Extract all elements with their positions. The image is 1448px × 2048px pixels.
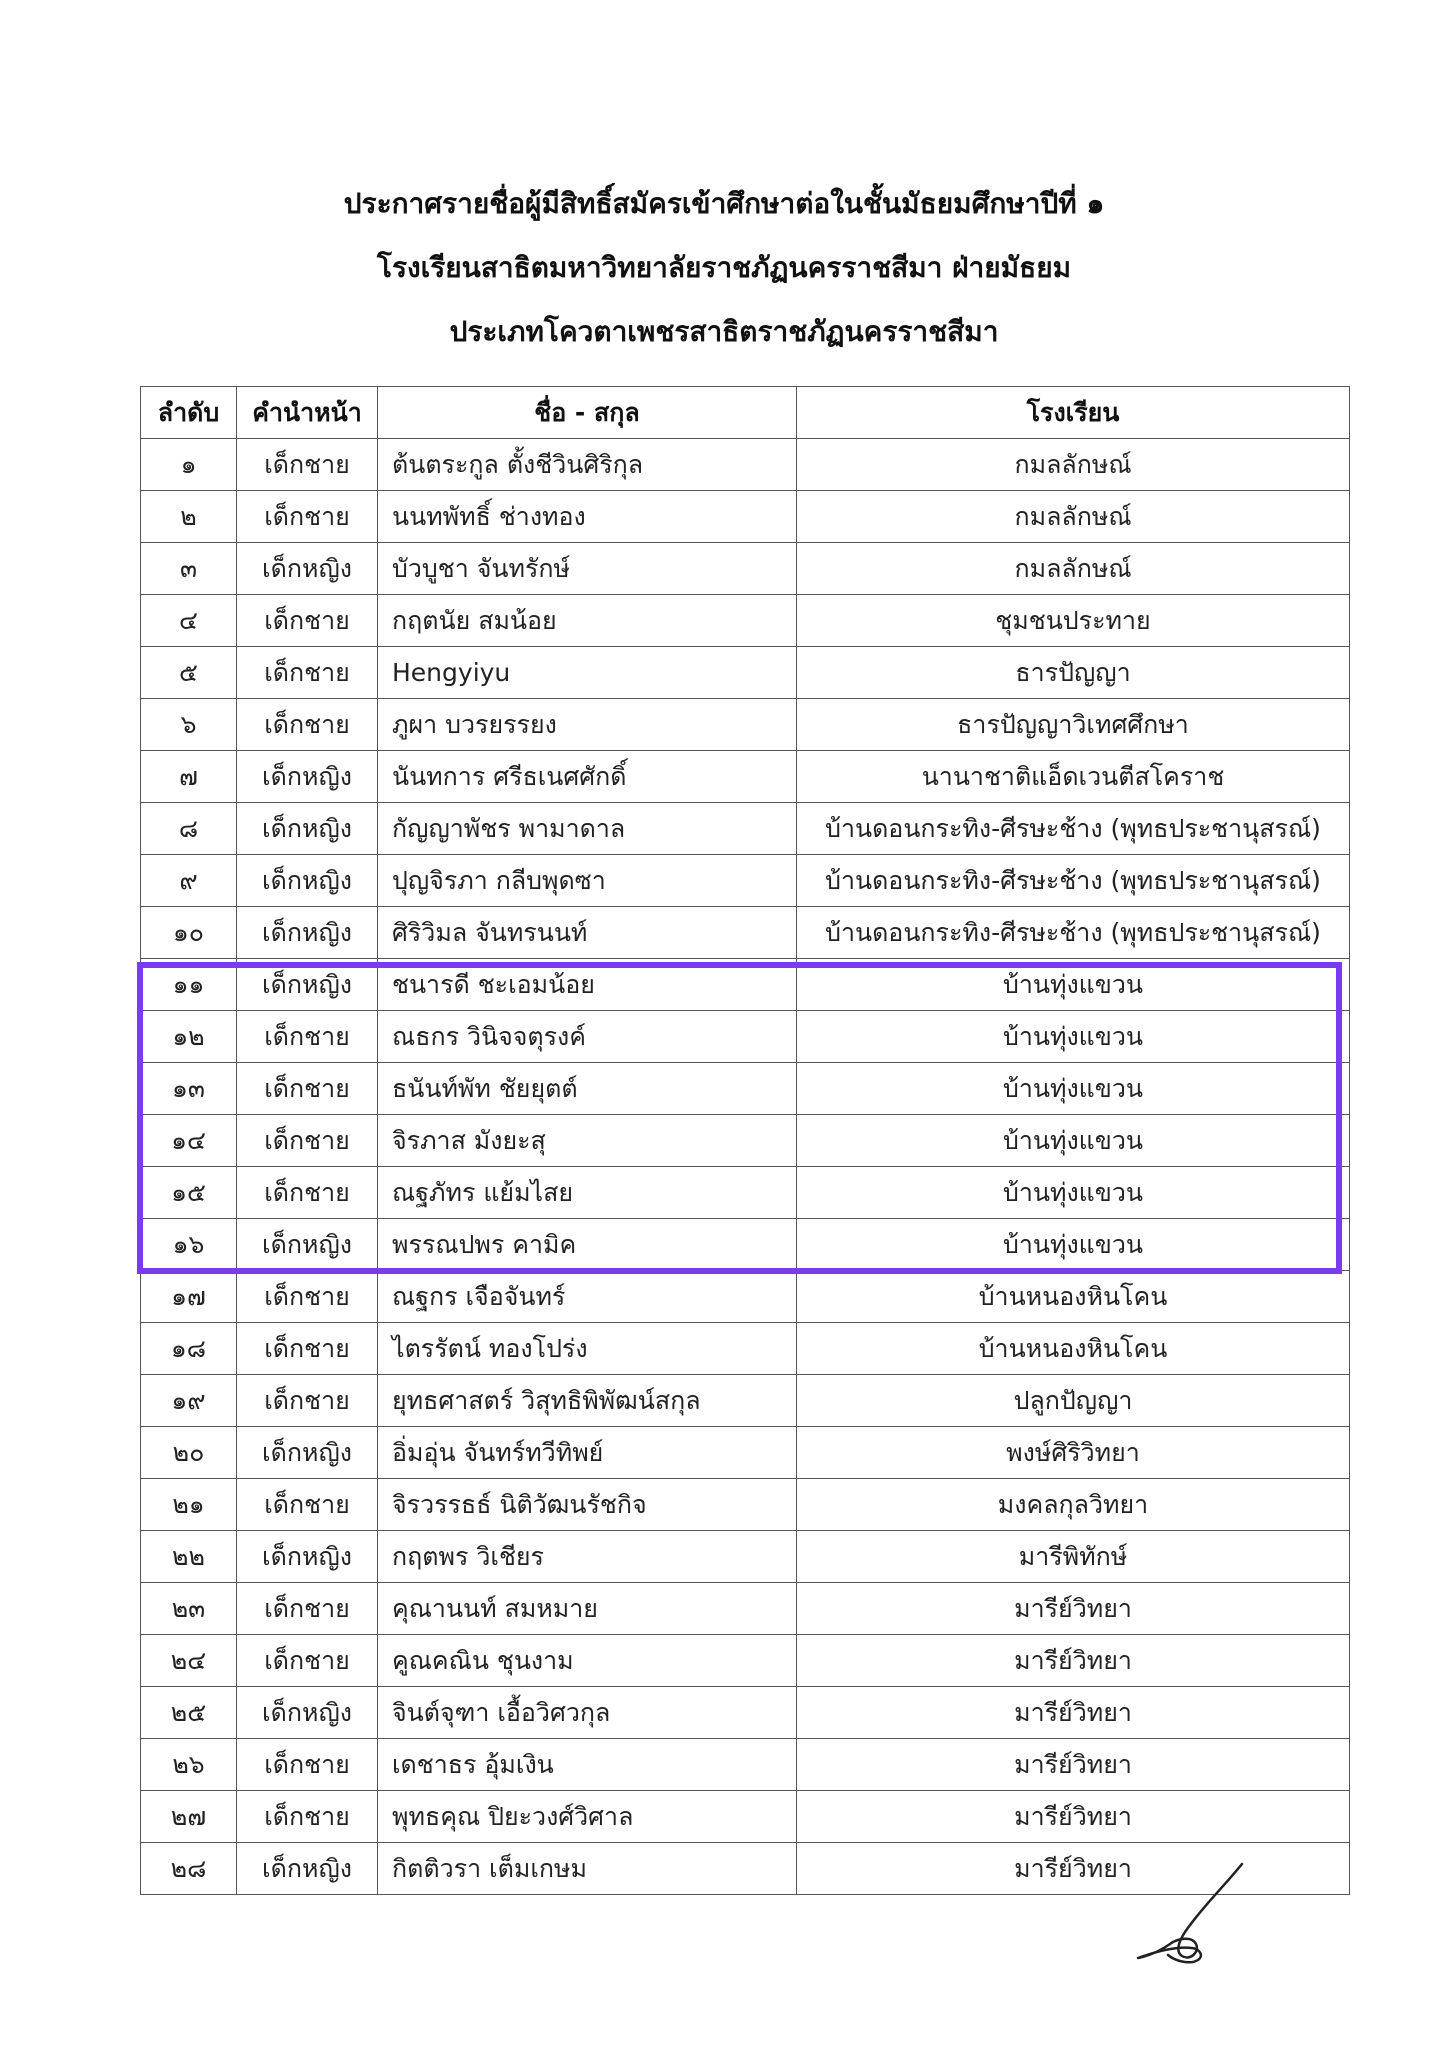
cell-name: เดชาธร อุ้มเงิน xyxy=(378,1739,797,1791)
cell-prefix: เด็กหญิง xyxy=(237,1427,378,1479)
cell-school: ธารปัญญา xyxy=(797,647,1350,699)
table-header-row xyxy=(141,387,1350,439)
cell-number: ๒๑ xyxy=(141,1479,237,1531)
cell-name: ภูผา บวรยรรยง xyxy=(378,699,797,751)
cell-prefix: เด็กหญิง xyxy=(237,1219,378,1271)
table-row xyxy=(141,1167,1350,1219)
document-header xyxy=(0,172,1448,364)
cell-school: มารีย์วิทยา xyxy=(797,1583,1350,1635)
cell-school: มารีย์วิทยา xyxy=(797,1843,1350,1895)
cell-name: พรรณปพร คามิค xyxy=(378,1219,797,1271)
cell-school: บ้านหนองหินโคน xyxy=(797,1271,1350,1323)
cell-school: มงคลกุลวิทยา xyxy=(797,1479,1350,1531)
cell-school: มารีพิทักษ์ xyxy=(797,1531,1350,1583)
cell-number: ๒๕ xyxy=(141,1687,237,1739)
cell-name: ณฐกร เจือจันทร์ xyxy=(378,1271,797,1323)
cell-number: ๘ xyxy=(141,803,237,855)
cell-number: ๓ xyxy=(141,543,237,595)
cell-prefix: เด็กหญิง xyxy=(237,959,378,1011)
table-row xyxy=(141,1063,1350,1115)
table-row xyxy=(141,855,1350,907)
cell-school: บ้านทุ่งแขวน xyxy=(797,1115,1350,1167)
cell-name: พุทธคุณ ปิยะวงศ์วิศาล xyxy=(378,1791,797,1843)
cell-number: ๑๙ xyxy=(141,1375,237,1427)
cell-prefix: เด็กหญิง xyxy=(237,751,378,803)
cell-school: พงษ์ศิริวิทยา xyxy=(797,1427,1350,1479)
cell-prefix: เด็กหญิง xyxy=(237,1687,378,1739)
cell-number: ๑๘ xyxy=(141,1323,237,1375)
cell-name: คูณคณิน ชุนงาม xyxy=(378,1635,797,1687)
cell-name: นันทการ ศรีธเนศศักดิ์ xyxy=(378,751,797,803)
cell-name: กฤตนัย สมน้อย xyxy=(378,595,797,647)
cell-prefix: เด็กชาย xyxy=(237,1063,378,1115)
cell-name: ศิริวิมล จันทรนนท์ xyxy=(378,907,797,959)
table-row xyxy=(141,1323,1350,1375)
cell-name: ธนันท์พัท ชัยยุตต์ xyxy=(378,1063,797,1115)
cell-prefix: เด็กชาย xyxy=(237,699,378,751)
column-header-name: ชื่อ - สกุล xyxy=(378,387,797,439)
cell-prefix: เด็กชาย xyxy=(237,1011,378,1063)
cell-school: บ้านทุ่งแขวน xyxy=(797,1011,1350,1063)
cell-school: บ้านดอนกระทิง-ศีรษะช้าง (พุทธประชานุสรณ์) xyxy=(797,855,1350,907)
cell-number: ๑๕ xyxy=(141,1167,237,1219)
cell-prefix: เด็กหญิง xyxy=(237,1843,378,1895)
cell-number: ๒๐ xyxy=(141,1427,237,1479)
cell-number: ๒๒ xyxy=(141,1531,237,1583)
cell-name: ไตรรัตน์ ทองโปร่ง xyxy=(378,1323,797,1375)
cell-number: ๑๗ xyxy=(141,1271,237,1323)
cell-number: ๑๓ xyxy=(141,1063,237,1115)
cell-name: ณฐภัทร แย้มไสย xyxy=(378,1167,797,1219)
cell-prefix: เด็กชาย xyxy=(237,1635,378,1687)
cell-prefix: เด็กชาย xyxy=(237,647,378,699)
cell-school: มารีย์วิทยา xyxy=(797,1635,1350,1687)
table-row xyxy=(141,1739,1350,1791)
cell-number: ๑๔ xyxy=(141,1115,237,1167)
cell-number: ๔ xyxy=(141,595,237,647)
cell-name: Hengyiyu xyxy=(378,647,797,699)
cell-number: ๒๔ xyxy=(141,1635,237,1687)
cell-name: ปุญจิรภา กลีบพุดซา xyxy=(378,855,797,907)
cell-school: กมลลักษณ์ xyxy=(797,439,1350,491)
cell-prefix: เด็กชาย xyxy=(237,1115,378,1167)
cell-prefix: เด็กหญิง xyxy=(237,1531,378,1583)
cell-school: บ้านดอนกระทิง-ศีรษะช้าง (พุทธประชานุสรณ์) xyxy=(797,907,1350,959)
cell-number: ๒๓ xyxy=(141,1583,237,1635)
cell-number: ๕ xyxy=(141,647,237,699)
cell-prefix: เด็กชาย xyxy=(237,439,378,491)
cell-name: ยุทธศาสตร์ วิสุทธิพิพัฒน์สกุล xyxy=(378,1375,797,1427)
cell-number: ๑๐ xyxy=(141,907,237,959)
cell-prefix: เด็กหญิง xyxy=(237,543,378,595)
cell-prefix: เด็กชาย xyxy=(237,1739,378,1791)
cell-number: ๒๖ xyxy=(141,1739,237,1791)
cell-prefix: เด็กชาย xyxy=(237,1791,378,1843)
cell-school: บ้านทุ่งแขวน xyxy=(797,1219,1350,1271)
cell-name: ณธกร วินิจจตุรงค์ xyxy=(378,1011,797,1063)
cell-name: กฤตพร วิเชียร xyxy=(378,1531,797,1583)
table-body xyxy=(141,439,1350,1895)
table-row xyxy=(141,1375,1350,1427)
cell-school: มารีย์วิทยา xyxy=(797,1791,1350,1843)
student-roster-table xyxy=(140,386,1350,1895)
cell-school: บ้านทุ่งแขวน xyxy=(797,1063,1350,1115)
cell-prefix: เด็กชาย xyxy=(237,491,378,543)
column-header-school: โรงเรียน xyxy=(797,387,1350,439)
table-row xyxy=(141,699,1350,751)
cell-school: นานาชาติแอ็ดเวนตีสโคราช xyxy=(797,751,1350,803)
table-row xyxy=(141,543,1350,595)
column-header-prefix: คำนำหน้า xyxy=(237,387,378,439)
cell-school: บ้านดอนกระทิง-ศีรษะช้าง (พุทธประชานุสรณ์) xyxy=(797,803,1350,855)
cell-school: กมลลักษณ์ xyxy=(797,543,1350,595)
table-row xyxy=(141,1115,1350,1167)
cell-number: ๗ xyxy=(141,751,237,803)
cell-name: คุณานนท์ สมหมาย xyxy=(378,1583,797,1635)
cell-prefix: เด็กหญิง xyxy=(237,855,378,907)
cell-school: ปลูกปัญญา xyxy=(797,1375,1350,1427)
table-row xyxy=(141,907,1350,959)
table-row xyxy=(141,1687,1350,1739)
cell-prefix: เด็กชาย xyxy=(237,1323,378,1375)
column-header-number: ลำดับ xyxy=(141,387,237,439)
cell-school: มารีย์วิทยา xyxy=(797,1687,1350,1739)
cell-school: ชุมชนประทาย xyxy=(797,595,1350,647)
cell-number: ๑๖ xyxy=(141,1219,237,1271)
cell-name: บัวบูชา จันทรักษ์ xyxy=(378,543,797,595)
cell-prefix: เด็กชาย xyxy=(237,1479,378,1531)
table-row xyxy=(141,1219,1350,1271)
table-row xyxy=(141,647,1350,699)
cell-school: กมลลักษณ์ xyxy=(797,491,1350,543)
table-row xyxy=(141,491,1350,543)
table-row xyxy=(141,751,1350,803)
signature-stroke xyxy=(1138,1864,1242,1962)
cell-school: บ้านทุ่งแขวน xyxy=(797,1167,1350,1219)
cell-number: ๑๑ xyxy=(141,959,237,1011)
cell-name: อิ่มอุ่น จันทร์ทวีทิพย์ xyxy=(378,1427,797,1479)
cell-number: ๒๗ xyxy=(141,1791,237,1843)
cell-name: กัญญาพัชร พามาดาล xyxy=(378,803,797,855)
table-row xyxy=(141,595,1350,647)
table-row xyxy=(141,1011,1350,1063)
cell-school: บ้านทุ่งแขวน xyxy=(797,959,1350,1011)
table-row xyxy=(141,1531,1350,1583)
table-row xyxy=(141,1635,1350,1687)
cell-number: ๙ xyxy=(141,855,237,907)
table-row xyxy=(141,1583,1350,1635)
title-line-1: ประกาศรายชื่อผู้มีสิทธิ์สมัครเข้าศึกษาต่อในชั้นมัธยมศึกษาปีที่ ๑ xyxy=(343,187,1105,220)
cell-prefix: เด็กชาย xyxy=(237,1583,378,1635)
signature-mark xyxy=(1130,1860,1260,1970)
cell-number: ๒๘ xyxy=(141,1843,237,1895)
cell-name: ชนารดี ชะเอมน้อย xyxy=(378,959,797,1011)
cell-prefix: เด็กชาย xyxy=(237,595,378,647)
cell-name: จิรภาส มังยะสุ xyxy=(378,1115,797,1167)
cell-number: ๑ xyxy=(141,439,237,491)
cell-name: จิรวรรธธ์ นิติวัฒนรัชกิจ xyxy=(378,1479,797,1531)
cell-name: ต้นตระกูล ตั้งชีวินศิริกุล xyxy=(378,439,797,491)
cell-school: ธารปัญญาวิเทศศึกษา xyxy=(797,699,1350,751)
cell-prefix: เด็กหญิง xyxy=(237,803,378,855)
table-row xyxy=(141,1479,1350,1531)
table-row xyxy=(141,1271,1350,1323)
table-row xyxy=(141,959,1350,1011)
cell-prefix: เด็กชาย xyxy=(237,1271,378,1323)
cell-number: ๒ xyxy=(141,491,237,543)
cell-number: ๖ xyxy=(141,699,237,751)
title-line-3: ประเภทโควตาเพชรสาธิตราชภัฏนครราชสีมา xyxy=(449,315,999,348)
cell-school: มารีย์วิทยา xyxy=(797,1739,1350,1791)
title-line-2: โรงเรียนสาธิตมหาวิทยาลัยราชภัฏนครราชสีมา ฝ่ายมัธยม xyxy=(376,251,1072,284)
cell-number: ๑๒ xyxy=(141,1011,237,1063)
cell-prefix: เด็กหญิง xyxy=(237,907,378,959)
table-row xyxy=(141,1791,1350,1843)
table-row xyxy=(141,439,1350,491)
table-row xyxy=(141,803,1350,855)
cell-prefix: เด็กชาย xyxy=(237,1375,378,1427)
cell-school: บ้านหนองหินโคน xyxy=(797,1323,1350,1375)
cell-name: นนทพัทธิ์ ช่างทอง xyxy=(378,491,797,543)
cell-name: จินต์จุฑา เอื้อวิศวกุล xyxy=(378,1687,797,1739)
cell-name: กิตติวรา เต็มเกษม xyxy=(378,1843,797,1895)
cell-prefix: เด็กชาย xyxy=(237,1167,378,1219)
table-row xyxy=(141,1427,1350,1479)
